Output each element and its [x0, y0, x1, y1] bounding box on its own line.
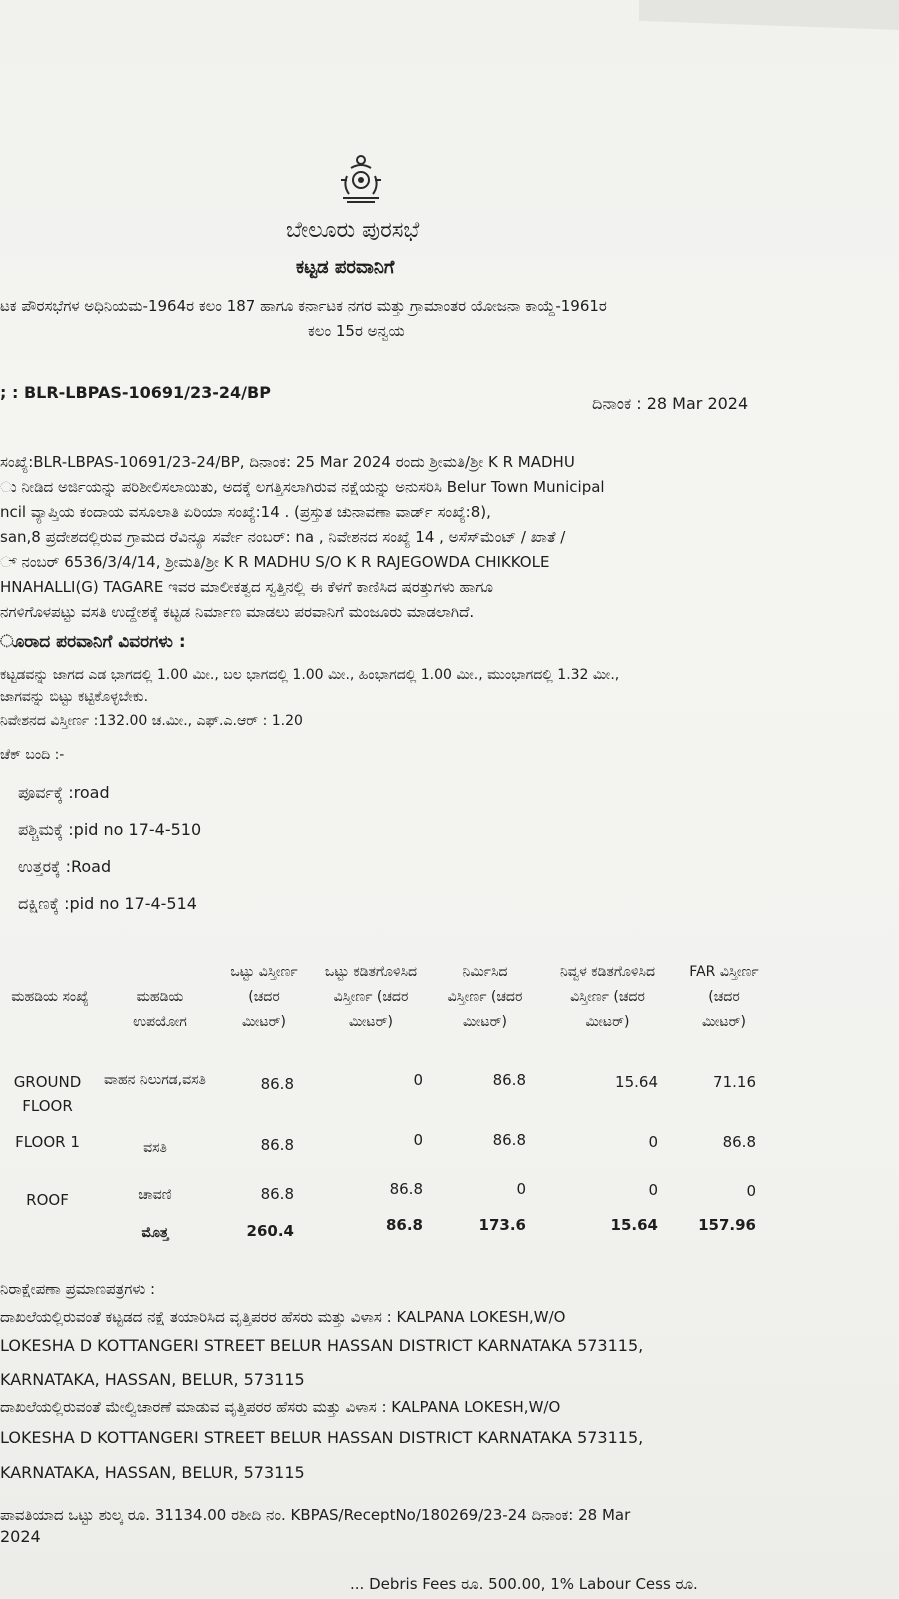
designer-line-3: KARNATAKA, HASSAN, BELUR, 573115: [0, 1370, 305, 1389]
supervisor-line-3: KARNATAKA, HASSAN, BELUR, 573115: [0, 1463, 305, 1482]
government-emblem-icon: [337, 150, 385, 206]
table-row-2-built: 86.8: [492, 1131, 526, 1149]
body-line-1: ಸಂಖ್ಯೆ:BLR-LBPAS-10691/23-24/BP, ದಿನಾಂಕ: 25 Mar 2024 ರಂದು ಶ್ರೀಮತಿ/ಶ್ರೀ K R MADHU: [0, 453, 575, 471]
table-total-net-deducted: 15.64: [610, 1216, 658, 1234]
table-header-built-area: ನಿರ್ಮಿಸಿದ ವಿಸ್ತೀರ್ಣ (ಚದರ ಮೀಟರ್): [447, 964, 523, 1030]
table-header-far-area: FAR ವಿಸ್ತೀರ್ಣ (ಚದರ ಮೀಟರ್): [689, 964, 759, 1030]
table-row-3-far: 0: [746, 1182, 756, 1200]
fees-line-3: ... Debris Fees ರೂ. 500.00, 1% Labour Cess ರೂ.: [350, 1575, 698, 1593]
boundary-south: ದಕ್ಷಿಣಕ್ಕೆ :pid no 17-4-514: [18, 894, 197, 913]
table-row-3-use: ಚಾವಣಿ: [138, 1187, 172, 1203]
setback-line-1: ಕಟ್ಟಡವನ್ನು ಜಾಗದ ಎಡ ಭಾಗದಲ್ಲಿ 1.00 ಮೀ., ಬಲ ಭಾಗದಲ್ಲಿ 1.00 ಮೀ., ಹಿಂಭಾಗದಲ್ಲಿ 1.00 ಮೀ., ಮುಂಭಾಗದಲ್ಲಿ 1.32 ಮೀ.,: [0, 667, 620, 683]
table-row-2-far: 86.8: [722, 1133, 756, 1151]
act-line-2: ಕಲಂ 15ರ ಅನ್ವಯ: [308, 322, 405, 340]
act-line-1: ಟಕ ಪೌರಸಭೆಗಳ ಅಧಿನಿಯಮ-1964ರ ಕಲಂ 187 ಹಾಗೂ ಕರ್ನಾಟಕ ನಗರ ಮತ್ತು ಗ್ರಾಮಾಂತರ ಯೋಜನಾ ಕಾಯ್ದೆ-1961ರ: [0, 297, 607, 315]
page-fold: [639, 0, 899, 30]
body-line-6: HNAHALLI(G) TAGARE ಇವರ ಮಾಲೀಕತ್ವದ ಸ್ವತ್ತಿನಲ್ಲಿ ಈ ಕೆಳಗೆ ಕಾಣಿಸಿದ ಷರತ್ತುಗಳು ಹಾಗೂ: [0, 578, 493, 596]
body-line-5: ್ ನಂಬರ್ 6536/3/4/14, ಶ್ರೀಮತಿ/ಶ್ರೀ K R MADHU S/O K R RAJEGOWDA CHIKKOLE: [0, 553, 550, 571]
fees-line-2: 2024: [0, 1527, 41, 1546]
permit-details-heading: ೂರಾದ ಪರವಾನಿಗೆ ವಿವರಗಳು :: [0, 632, 186, 652]
table-row-1-total: 86.8: [260, 1075, 294, 1093]
table-row-2-net-deducted: 0: [648, 1133, 658, 1151]
site-area: ನಿವೇಶನದ ವಿಸ್ತೀರ್ಣ :132.00 ಚ.ಮೀ., ಎಫ್.ಎ.ಆರ್ : 1.20: [0, 713, 303, 729]
table-row-2-use: ವಸತಿ: [143, 1140, 167, 1156]
document-title: ಕಟ್ಟಡ ಪರವಾನಿಗೆ: [296, 257, 395, 278]
table-row-1-net-deducted: 15.64: [615, 1073, 658, 1091]
table-header-total-area: ಒಟ್ಟು ವಿಸ್ತೀರ್ಣ (ಚದರ ಮೀಟರ್): [230, 964, 298, 1030]
table-row-3-total: 86.8: [260, 1185, 294, 1203]
table-total-built: 173.6: [478, 1216, 526, 1234]
table-header-net-deducted-area: ನಿವ್ವಳ ಕಡಿತಗೊಳಿಸಿದ ವಿಸ್ತೀರ್ಣ (ಚದರ ಮೀಟರ್): [559, 964, 656, 1030]
table-row-2-floor: FLOOR 1: [15, 1133, 80, 1151]
table-header-deducted-area: ಒಟ್ಟು ಕಡಿತಗೊಳಿಸಿದ ವಿಸ್ತೀರ್ಣ (ಚದರ ಮೀಟರ್): [324, 964, 418, 1030]
body-line-3: ncil ವ್ಯಾಪ್ತಿಯ ಕಂದಾಯ ವಸೂಲಾತಿ ಏರಿಯಾ ಸಂಖ್ಯೆ:14 . (ಪ್ರಸ್ತುತ ಚುನಾವಣಾ ವಾರ್ಡ್ ಸಂಖ್ಯೆ:8),: [0, 503, 491, 521]
table-total-area: 260.4: [246, 1222, 294, 1240]
table-row-3-floor: ROOF: [26, 1191, 69, 1209]
table-row-3-built: 0: [516, 1180, 526, 1198]
reference-number: ; : BLR-LBPAS-10691/23-24/BP: [0, 383, 271, 402]
fees-line-1: ಪಾವತಿಯಾದ ಒಟ್ಟು ಶುಲ್ಕ ರೂ. 31134.00 ರಶೀದಿ ನಂ. KBPAS/ReceptNo/180269/23-24 ದಿನಾಂಕ: 28 Mar: [0, 1506, 631, 1524]
designer-line-1: ದಾಖಲೆಯಲ್ಲಿರುವಂತೆ ಕಟ್ಟಡದ ನಕ್ಷೆ ತಯಾರಿಸಿದ ವೃತ್ತಿಪರರ ಹೆಸರು ಮತ್ತು ವಿಳಾಸ : KALPANA LOKESH,W/O: [0, 1308, 566, 1326]
designer-line-2: LOKESHA D KOTTANGERI STREET BELUR HASSAN DISTRICT KARNATAKA 573115,: [0, 1336, 644, 1355]
noc-heading: ನಿರಾಕ್ಷೇಪಣಾ ಪ್ರಮಾಣಪತ್ರಗಳು :: [0, 1280, 156, 1298]
reference-date: ದಿನಾಂಕ : 28 Mar 2024: [592, 394, 749, 413]
table-row-1-built: 86.8: [492, 1071, 526, 1089]
table-row-2-total: 86.8: [260, 1136, 294, 1154]
table-header-floor-use: ಮಹಡಿಯ ಉಪಯೋಗ: [133, 989, 187, 1030]
body-line-2: ು ನೀಡಿದ ಅರ್ಜಿಯನ್ನು ಪರಿಶೀಲಿಸಲಾಯಿತು, ಅದಕ್ಕೆ ಲಗತ್ತಿಸಲಾಗಿರುವ ನಕ್ಷೆಯನ್ನು ಅನುಸರಿಸಿ Belur Town Municipal: [0, 478, 605, 496]
boundary-west: ಪಶ್ಚಿಮಕ್ಕೆ :pid no 17-4-510: [18, 820, 202, 839]
boundary-north: ಉತ್ತರಕ್ಕೆ :Road: [18, 857, 112, 876]
table-total-deducted: 86.8: [385, 1216, 423, 1234]
table-row-1-use: ವಾಹನ ನಿಲುಗಡ,ವಸತಿ: [104, 1072, 206, 1088]
body-line-7: ನಗಳಿಗೊಳಪಟ್ಟು ವಸತಿ ಉದ್ದೇಶಕ್ಕೆ ಕಟ್ಟಡ ನಿರ್ಮಾಣ ಮಾಡಲು ಪರವಾನಿಗೆ ಮಂಜೂರು ಮಾಡಲಾಗಿದೆ.: [0, 603, 475, 621]
boundary-east: ಪೂರ್ವಕ್ಕೆ :road: [18, 783, 110, 802]
body-line-4: san,8 ಪ್ರದೇಶದಲ್ಲಿರುವ ಗ್ರಾಮದ ರೆವಿನ್ಯೂ ಸರ್ವೇ ನಂಬರ್: na , ನಿವೇಶನದ ಸಂಖ್ಯೆ 14 , ಅಸೆಸ್‌ಮೆಂಟ್ / ಖಾತೆ /: [0, 528, 566, 546]
table-row-3-net-deducted: 0: [648, 1181, 658, 1199]
table-row-2-deducted: 0: [413, 1131, 423, 1149]
boundary-heading: ಚೆಕ್ ಬಂದಿ :-: [0, 747, 65, 763]
office-name: ಬೇಲೂರು ಪುರಸಭೆ: [286, 218, 420, 243]
table-row-3-deducted: 86.8: [389, 1180, 423, 1198]
supervisor-line-2: LOKESHA D KOTTANGERI STREET BELUR HASSAN DISTRICT KARNATAKA 573115,: [0, 1428, 644, 1447]
setback-line-2: ಜಾಗವನ್ನು ಬಿಟ್ಟು ಕಟ್ಟಿಕೊಳ್ಳಬೇಕು.: [0, 689, 149, 705]
table-row-1-floor: GROUND FLOOR: [13, 1073, 82, 1115]
table-total-far: 157.96: [698, 1216, 756, 1234]
table-header-floor-no: ಮಹಡಿಯ ಸಂಖ್ಯೆ: [11, 989, 89, 1005]
table-row-1-deducted: 0: [413, 1071, 423, 1089]
table-total-label: ಮೊತ್ತ: [141, 1225, 169, 1241]
supervisor-line-1: ದಾಖಲೆಯಲ್ಲಿರುವಂತೆ ಮೇಲ್ವಿಚಾರಣೆ ಮಾಡುವ ವೃತ್ತಿಪರರ ಹೆಸರು ಮತ್ತು ವಿಳಾಸ : KALPANA LOKESH,W/O: [0, 1398, 561, 1416]
table-row-1-far: 71.16: [713, 1073, 756, 1091]
